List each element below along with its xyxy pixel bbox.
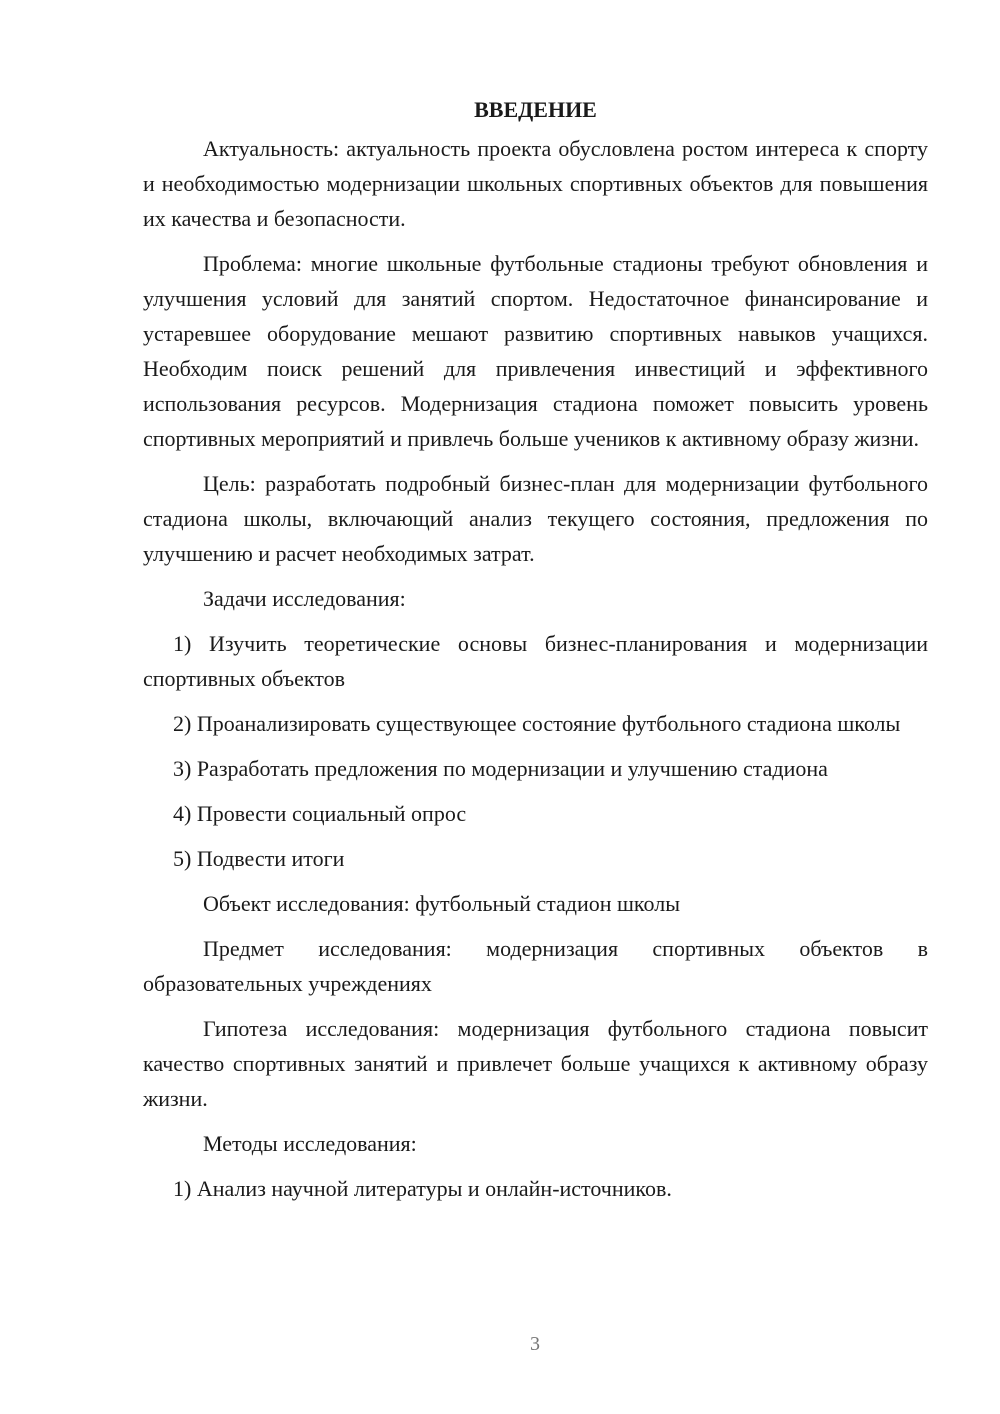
paragraph-problem: Проблема: многие школьные футбольные стадионы требуют обновления и улучшения условий для занятий спортом. Недостаточное финансирование и устаревшее оборудование мешают развитию спортивных навыков учащихся. Необходим поиск решений для привлечения инвестиций и эффективного использования ресурсов. Модернизация стадиона поможет повысить уровень спортивных мероприятий и привлечь больше учеников к активному образу жизни. (143, 251, 928, 451)
task-item-1: 1) Изучить теоретические основы бизнес-планирования и модернизации спортивных объектов (143, 631, 928, 691)
task-item-3: 3) Разработать предложения по модернизации и улучшению стадиона (173, 756, 828, 781)
paragraph-relevance: Актуальность: актуальность проекта обусловлена ростом интереса к спорту и необходимостью модернизации школьных спортивных объектов для повышения их качества и безопасности. (143, 136, 928, 231)
method-item-1: 1) Анализ научной литературы и онлайн-источников. (173, 1176, 672, 1201)
task-item-4: 4) Провести социальный опрос (173, 801, 467, 826)
paragraph-object: Объект исследования: футбольный стадион школы (203, 891, 680, 916)
document-page (143, 92, 928, 1206)
paragraph-goal: Цель: разработать подробный бизнес-план для модернизации футбольного стадиона школы, включающий анализ текущего состояния, предложения по улучшению и расчет необходимых затрат. (143, 471, 928, 566)
paragraph-subject: Предмет исследования: модернизация спортивных объектов в образовательных учреждениях (143, 936, 928, 996)
task-item-5: 5) Подвести итоги (173, 846, 345, 871)
paragraph-hypothesis: Гипотеза исследования: модернизация футбольного стадиона повысит качество спортивных занятий и привлечет больше учащихся к активному образу жизни. (143, 1016, 928, 1111)
task-item-2: 2) Проанализировать существующее состояние футбольного стадиона школы (173, 711, 901, 736)
methods-heading: Методы исследования: (203, 1131, 417, 1156)
tasks-heading: Задачи исследования: (203, 586, 406, 611)
section-heading: ВВЕДЕНИЕ (474, 97, 597, 122)
page-number: 3 (530, 1333, 540, 1355)
